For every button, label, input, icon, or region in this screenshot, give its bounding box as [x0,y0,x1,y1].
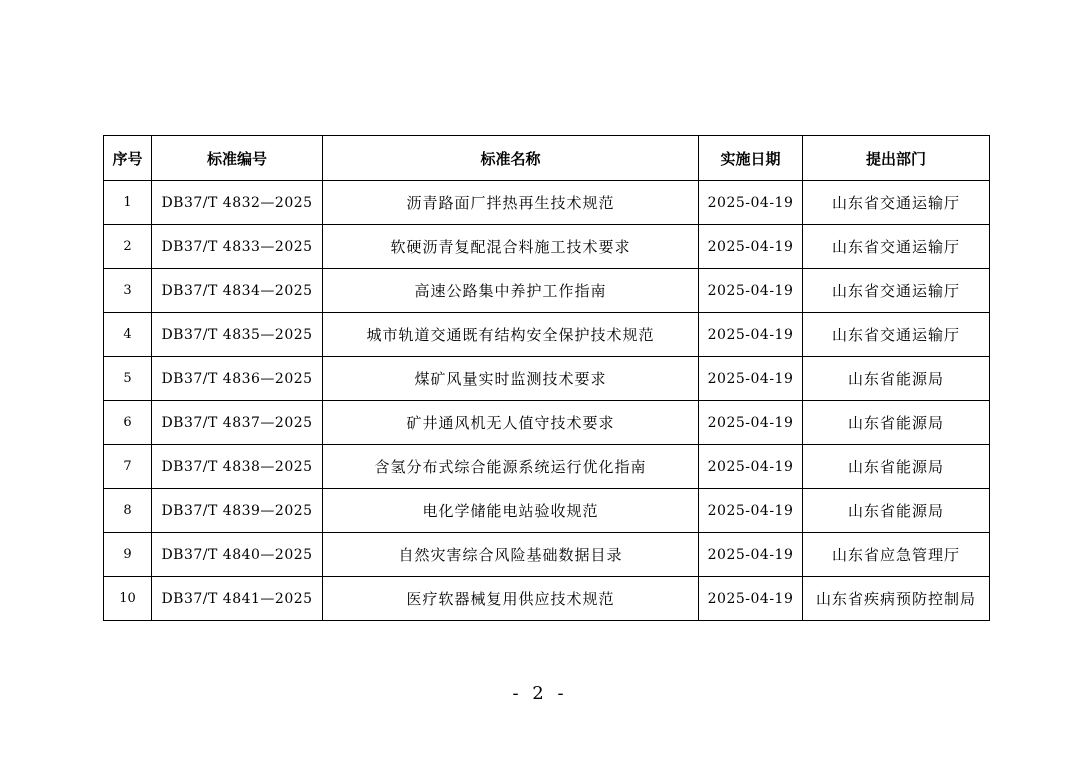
cell-name: 高速公路集中养护工作指南 [323,269,699,313]
table-row [104,401,990,445]
cell-dept: 山东省应急管理厅 [803,533,990,577]
cell-name: 含氢分布式综合能源系统运行优化指南 [323,445,699,489]
cell-dept: 山东省能源局 [803,445,990,489]
cell-code: DB37/T 4840—2025 [152,533,323,577]
cell-seq: 6 [104,401,152,445]
cell-name: 自然灾害综合风险基础数据目录 [323,533,699,577]
table-row [104,357,990,401]
cell-dept: 山东省交通运输厅 [803,313,990,357]
cell-date: 2025-04-19 [699,225,803,269]
cell-date: 2025-04-19 [699,181,803,225]
cell-dept: 山东省能源局 [803,489,990,533]
cell-seq: 7 [104,445,152,489]
cell-seq: 3 [104,269,152,313]
cell-name: 软硬沥青复配混合料施工技术要求 [323,225,699,269]
cell-date: 2025-04-19 [699,533,803,577]
cell-seq: 4 [104,313,152,357]
header-date: 实施日期 [699,136,803,181]
cell-seq: 9 [104,533,152,577]
cell-name: 电化学储能电站验收规范 [323,489,699,533]
cell-name: 沥青路面厂拌热再生技术规范 [323,181,699,225]
standards-table [103,135,990,621]
cell-dept: 山东省交通运输厅 [803,181,990,225]
cell-date: 2025-04-19 [699,577,803,621]
cell-dept: 山东省能源局 [803,357,990,401]
cell-date: 2025-04-19 [699,357,803,401]
cell-seq: 2 [104,225,152,269]
cell-name: 医疗软器械复用供应技术规范 [323,577,699,621]
cell-code: DB37/T 4839—2025 [152,489,323,533]
table-row [104,181,990,225]
cell-seq: 5 [104,357,152,401]
header-seq: 序号 [104,136,152,181]
cell-code: DB37/T 4832—2025 [152,181,323,225]
cell-code: DB37/T 4835—2025 [152,313,323,357]
page-number: - 2 - [512,683,568,704]
cell-dept: 山东省交通运输厅 [803,269,990,313]
cell-seq: 1 [104,181,152,225]
cell-seq: 8 [104,489,152,533]
cell-date: 2025-04-19 [699,269,803,313]
table-row [104,225,990,269]
cell-dept: 山东省交通运输厅 [803,225,990,269]
header-code: 标准编号 [152,136,323,181]
table-row [104,313,990,357]
cell-date: 2025-04-19 [699,313,803,357]
table-row [104,577,990,621]
table-row [104,489,990,533]
cell-code: DB37/T 4834—2025 [152,269,323,313]
table-header-row [104,136,990,181]
cell-name: 煤矿风量实时监测技术要求 [323,357,699,401]
cell-code: DB37/T 4837—2025 [152,401,323,445]
cell-date: 2025-04-19 [699,401,803,445]
cell-code: DB37/T 4838—2025 [152,445,323,489]
cell-code: DB37/T 4841—2025 [152,577,323,621]
cell-date: 2025-04-19 [699,489,803,533]
header-dept: 提出部门 [803,136,990,181]
cell-code: DB37/T 4836—2025 [152,357,323,401]
cell-seq: 10 [104,577,152,621]
cell-code: DB37/T 4833—2025 [152,225,323,269]
table-row [104,269,990,313]
cell-name: 城市轨道交通既有结构安全保护技术规范 [323,313,699,357]
table-row [104,533,990,577]
header-name: 标准名称 [323,136,699,181]
cell-date: 2025-04-19 [699,445,803,489]
cell-name: 矿井通风机无人值守技术要求 [323,401,699,445]
cell-dept: 山东省能源局 [803,401,990,445]
table-row [104,445,990,489]
cell-dept: 山东省疾病预防控制局 [803,577,990,621]
